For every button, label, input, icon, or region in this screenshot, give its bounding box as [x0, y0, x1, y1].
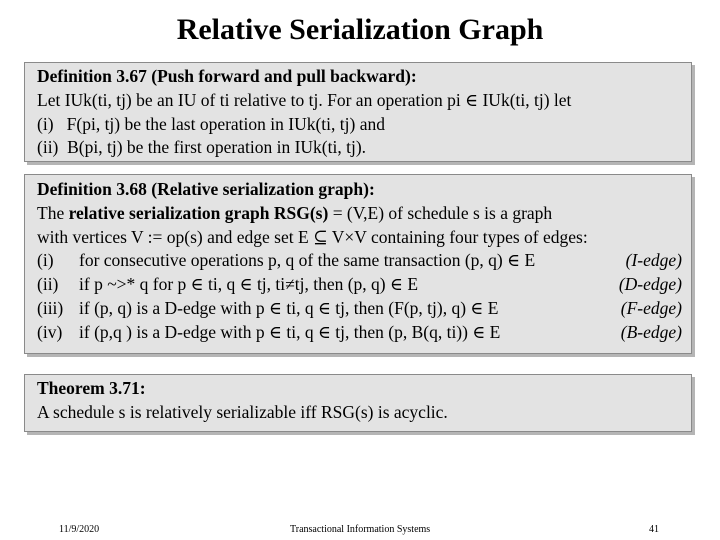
edge-type-item [37, 297, 691, 321]
definition-line: (ii) B(pi, tj) be the first operation in IUk(ti, tj). [37, 137, 367, 158]
theorem-box [24, 374, 692, 432]
edge-type-item [37, 273, 691, 297]
item-text: if (p,q ) is a D-edge with p ∈ ti, q ∈ tj, then (p, B(q, ti)) ∈ E [79, 321, 501, 342]
intro-text: The [37, 202, 69, 223]
item-text: if (p, q) is a D-edge with p ∈ ti, q ∈ tj, then (F(p, tj), q) ∈ E [79, 297, 499, 318]
item-text: if p ~>* q for p ∈ ti, q ∈ tj, ti≠tj, then (p, q) ∈ E [79, 274, 419, 295]
item-number: (iv) [37, 321, 63, 342]
definition-line: Let IUk(ti, tj) be an IU of ti relative to tj. For an operation pi ∈ IUk(ti, tj) let [37, 89, 572, 110]
item-number: (i) [37, 250, 54, 271]
footer-title: Transactional Information Systems [290, 524, 431, 535]
edge-type-item [37, 249, 691, 273]
definition-heading: Definition 3.68 (Relative serialization graph): [37, 179, 375, 199]
item-text: for consecutive operations p, q of the same transaction (p, q) ∈ E [79, 250, 536, 271]
theorem-text: A schedule s is relatively serializable iff RSG(s) is acyclic. [37, 401, 448, 422]
page-number: 41 [649, 524, 659, 535]
definition-rsg-box [24, 174, 692, 354]
edge-tag: (D-edge) [618, 274, 682, 295]
definition-line: (i) F(pi, tj) be the last operation in IUk(ti, tj) and [37, 113, 385, 134]
slide-title: Relative Serialization Graph [176, 13, 544, 46]
edge-tag: (B-edge) [620, 321, 682, 342]
edge-type-item [37, 321, 691, 345]
intro-term: relative serialization graph RSG(s) [68, 202, 329, 223]
item-number: (ii) [37, 274, 59, 295]
footer-date: 11/9/2020 [59, 524, 100, 535]
definition-heading: Definition 3.67 (Push forward and pull backward): [37, 66, 417, 86]
item-number: (iii) [37, 297, 64, 318]
edge-tag: (I-edge) [625, 250, 682, 271]
intro-text: = (V,E) of schedule s is a graph [328, 202, 553, 223]
theorem-heading: Theorem 3.71: [37, 378, 146, 398]
definition-line: with vertices V := op(s) and edge set E ⊆ V×V containing four types of edges: [37, 226, 588, 247]
definition-intro [37, 202, 691, 226]
definition-push-pull-box [24, 62, 692, 162]
edge-tag: (F-edge) [620, 297, 682, 318]
